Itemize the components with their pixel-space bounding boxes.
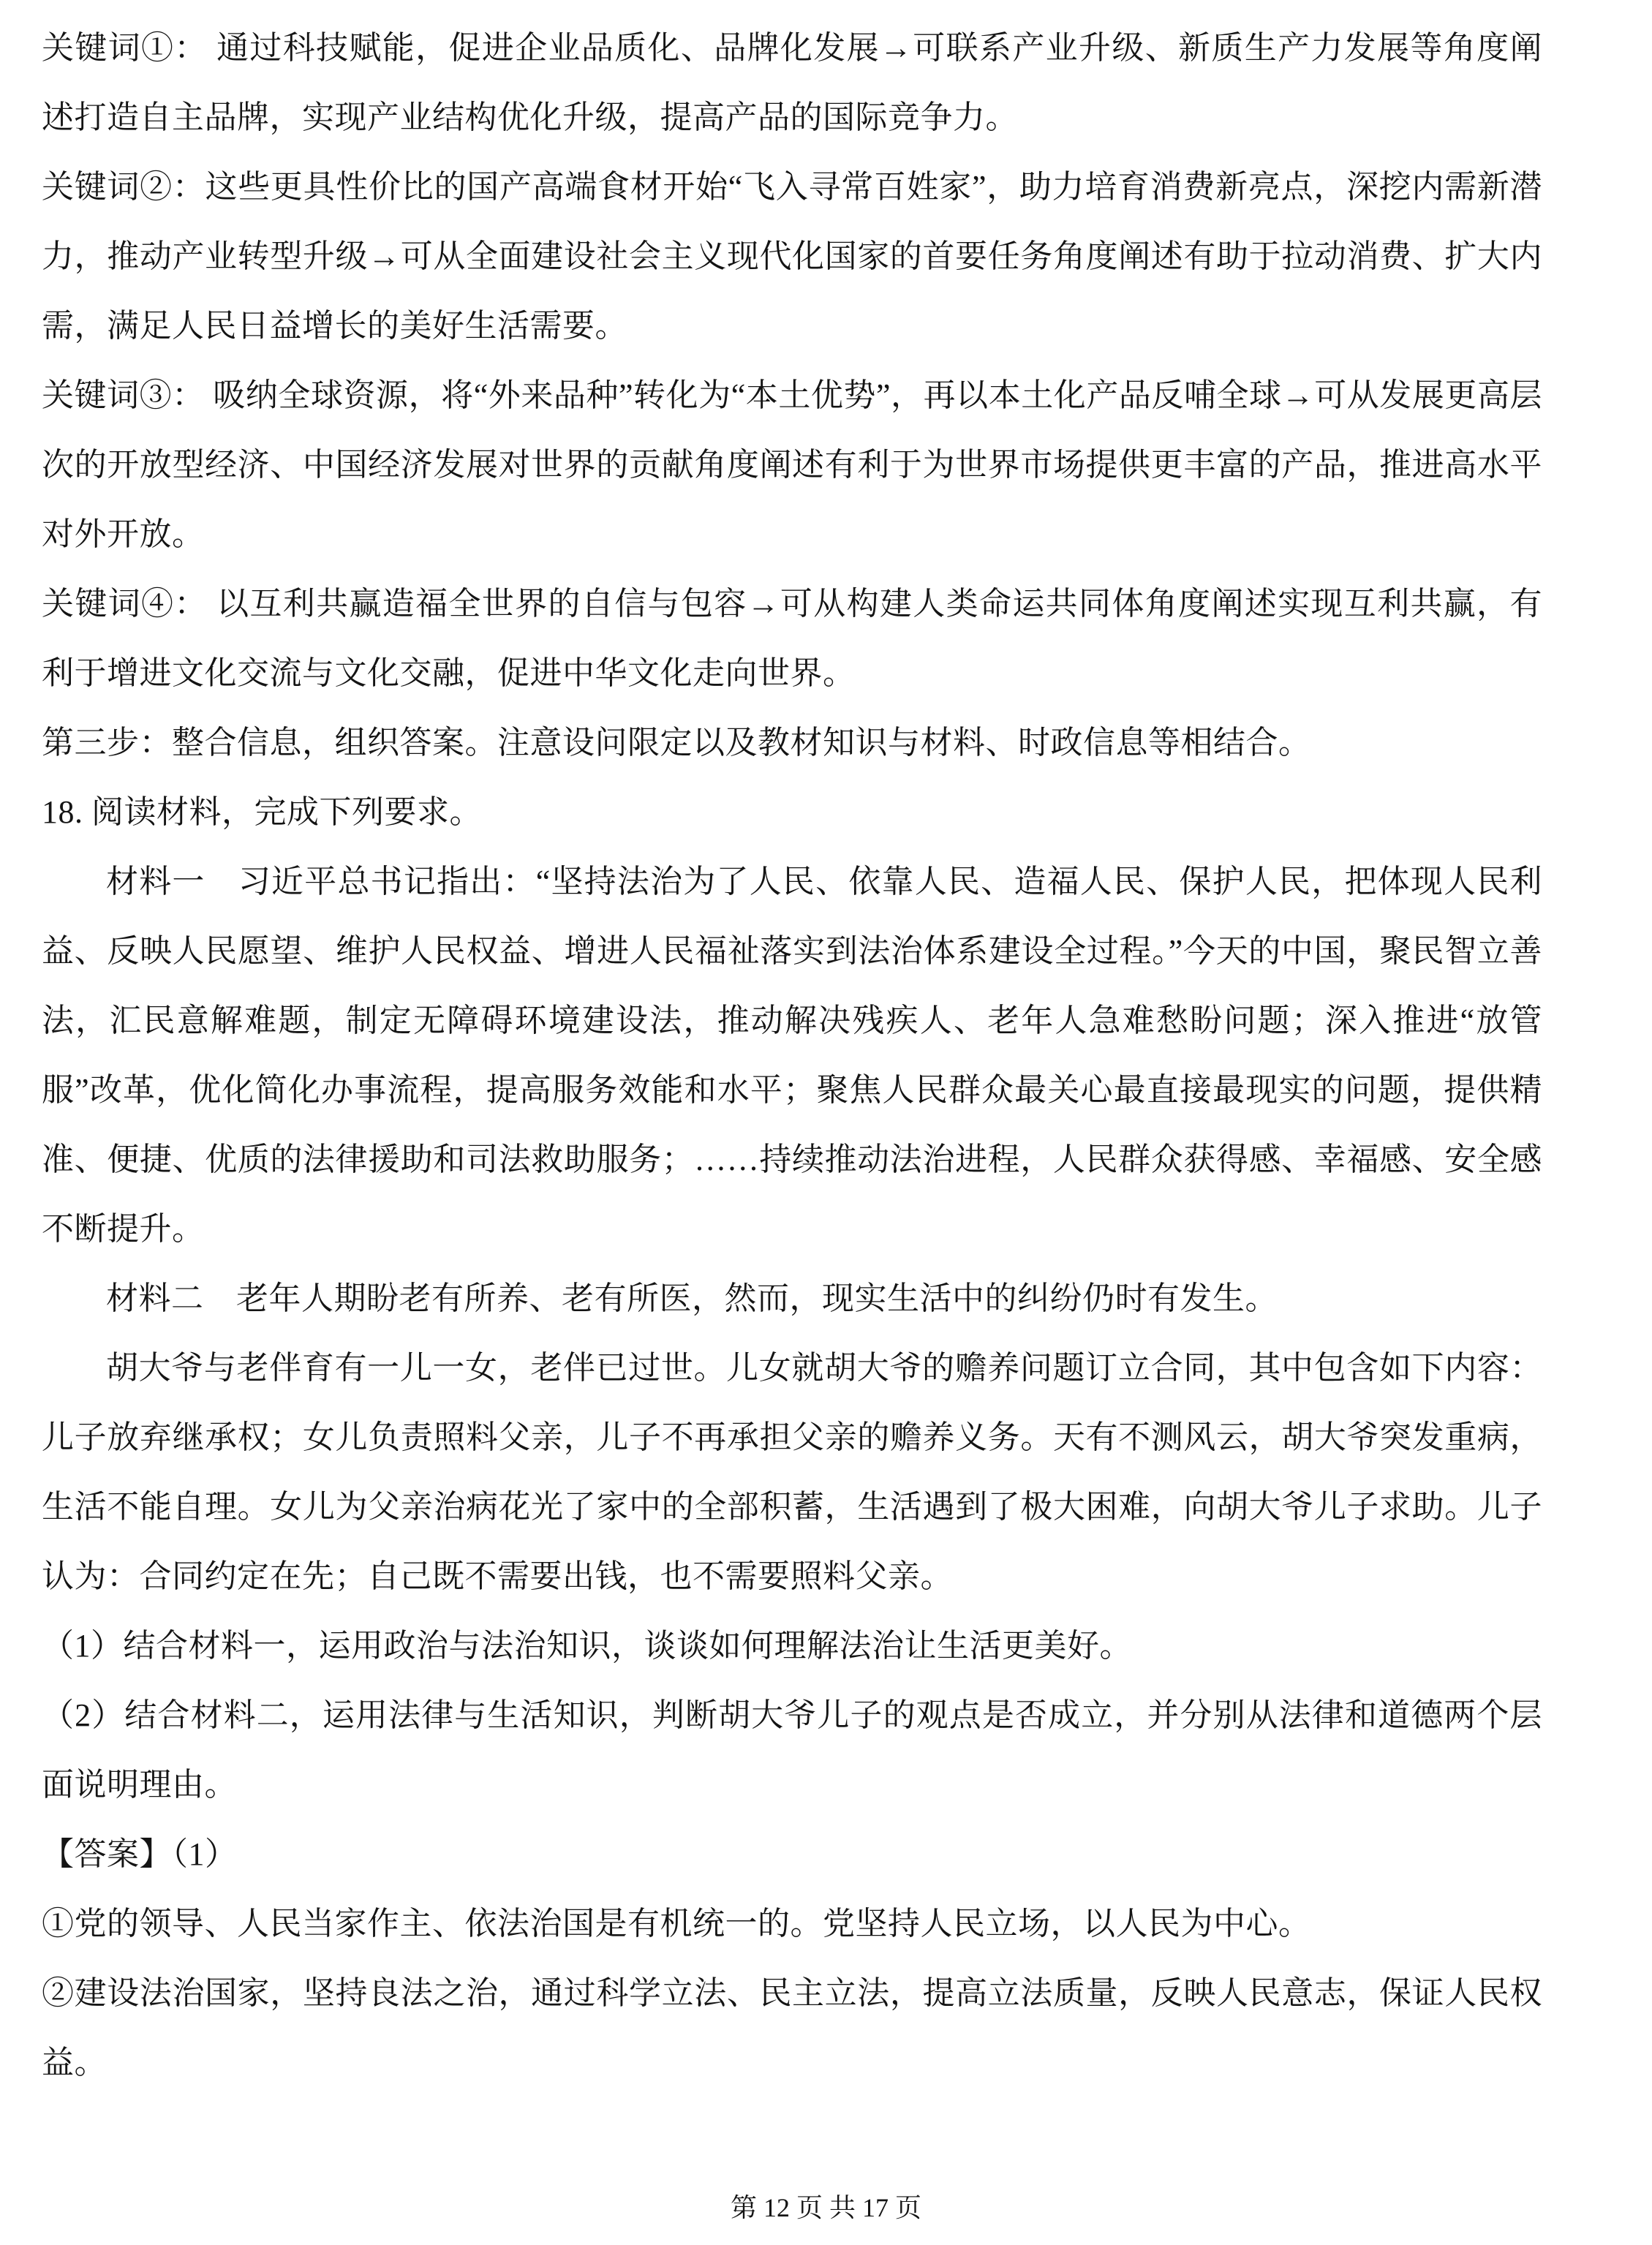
paragraph: 18. 阅读材料，完成下列要求。 <box>42 794 482 830</box>
paragraph: 胡大爷与老伴育有一儿一女，老伴已过世。儿女就胡大爷的赡养问题订立合同，其中包含如下内容：儿子放弃继承权；女儿负责照料父亲，儿子不再承担父亲的赡养义务。天有不测风云，胡大爷突发重病，生活不能自理。女儿为父亲治病花光了家中的全部积蓄，生活遇到了极大困难，向胡大爷儿子求助。儿子认为：合同约定在先；自己既不需要出钱，也不需要照料父亲。 <box>42 1350 1542 1594</box>
paragraph: 第三步：整合信息，组织答案。注意设问限定以及教材知识与材料、时政信息等相结合。 <box>42 725 1311 761</box>
paragraph: 关键词④： 以互利共赢造福全世界的自信与包容→可从构建人类命运共同体角度阐述实现互利共赢，有利于增进文化交流与文化交融，促进中华文化走向世界。 <box>42 586 1542 691</box>
paragraph: （2）结合材料二，运用法律与生活知识，判断胡大爷儿子的观点是否成立，并分别从法律和道德两个层面说明理由。 <box>42 1697 1542 1803</box>
paragraph: 关键词①： 通过科技赋能，促进企业品质化、品牌化发展→可联系产业升级、新质生产力发展等角度阐述打造自主品牌，实现产业结构优化升级，提高产品的国际竞争力。 <box>42 30 1542 135</box>
document-content <box>42 13 1542 2097</box>
paragraph: ②建设法治国家，坚持良法之治，通过科学立法、民主立法，提高立法质量，反映人民意志，保证人民权益。 <box>42 1975 1542 2080</box>
paragraph: 【答案】（1） <box>42 1836 238 1872</box>
paragraph: 材料二 老年人期盼老有所养、老有所医，然而，现实生活中的纠纷仍时有发生。 <box>106 1280 1278 1316</box>
page-footer: 第 12 页 共 17 页 <box>730 2193 921 2222</box>
paragraph: ①党的领导、人民当家作主、依法治国是有机统一的。党坚持人民立场，以人民为中心。 <box>42 1906 1311 1942</box>
paragraph: （1）结合材料一，运用政治与法治知识，谈谈如何理解法治让生活更美好。 <box>42 1628 1132 1664</box>
paragraph: 关键词③： 吸纳全球资源，将“外来品种”转化为“本土优势”，再以本土化产品反哺全球→可从发展更高层次的开放型经济、中国经济发展对世界的贡献角度阐述有利于为世界市场提供更丰富的产品，推进高水平对外开放。 <box>42 377 1542 552</box>
paragraph: 材料一 习近平总书记指出：“坚持法治为了人民、依靠人民、造福人民、保护人民，把体现人民利益、反映人民愿望、维护人民权益、增进人民福祉落实到法治体系建设全过程。”今天的中国，聚民智立善法，汇民意解难题，制定无障碍环境建设法，推动解决残疾人、老年人急难愁盼问题；深入推进“放管服”改革，优化简化办事流程，提高服务效能和水平；聚焦人民群众最关心最直接最现实的问题，提供精准、便捷、优质的法律援助和司法救助服务；……持续推动法治进程，人民群众获得感、幸福感、安全感不断提升。 <box>42 864 1542 1247</box>
paragraph: 关键词②：这些更具性价比的国产高端食材开始“飞入寻常百姓家”，助力培育消费新亮点，深挖内需新潜力，推动产业转型升级→可从全面建设社会主义现代化国家的首要任务角度阐述有助于拉动消费、扩大内需，满足人民日益增长的美好生活需要。 <box>42 169 1542 344</box>
